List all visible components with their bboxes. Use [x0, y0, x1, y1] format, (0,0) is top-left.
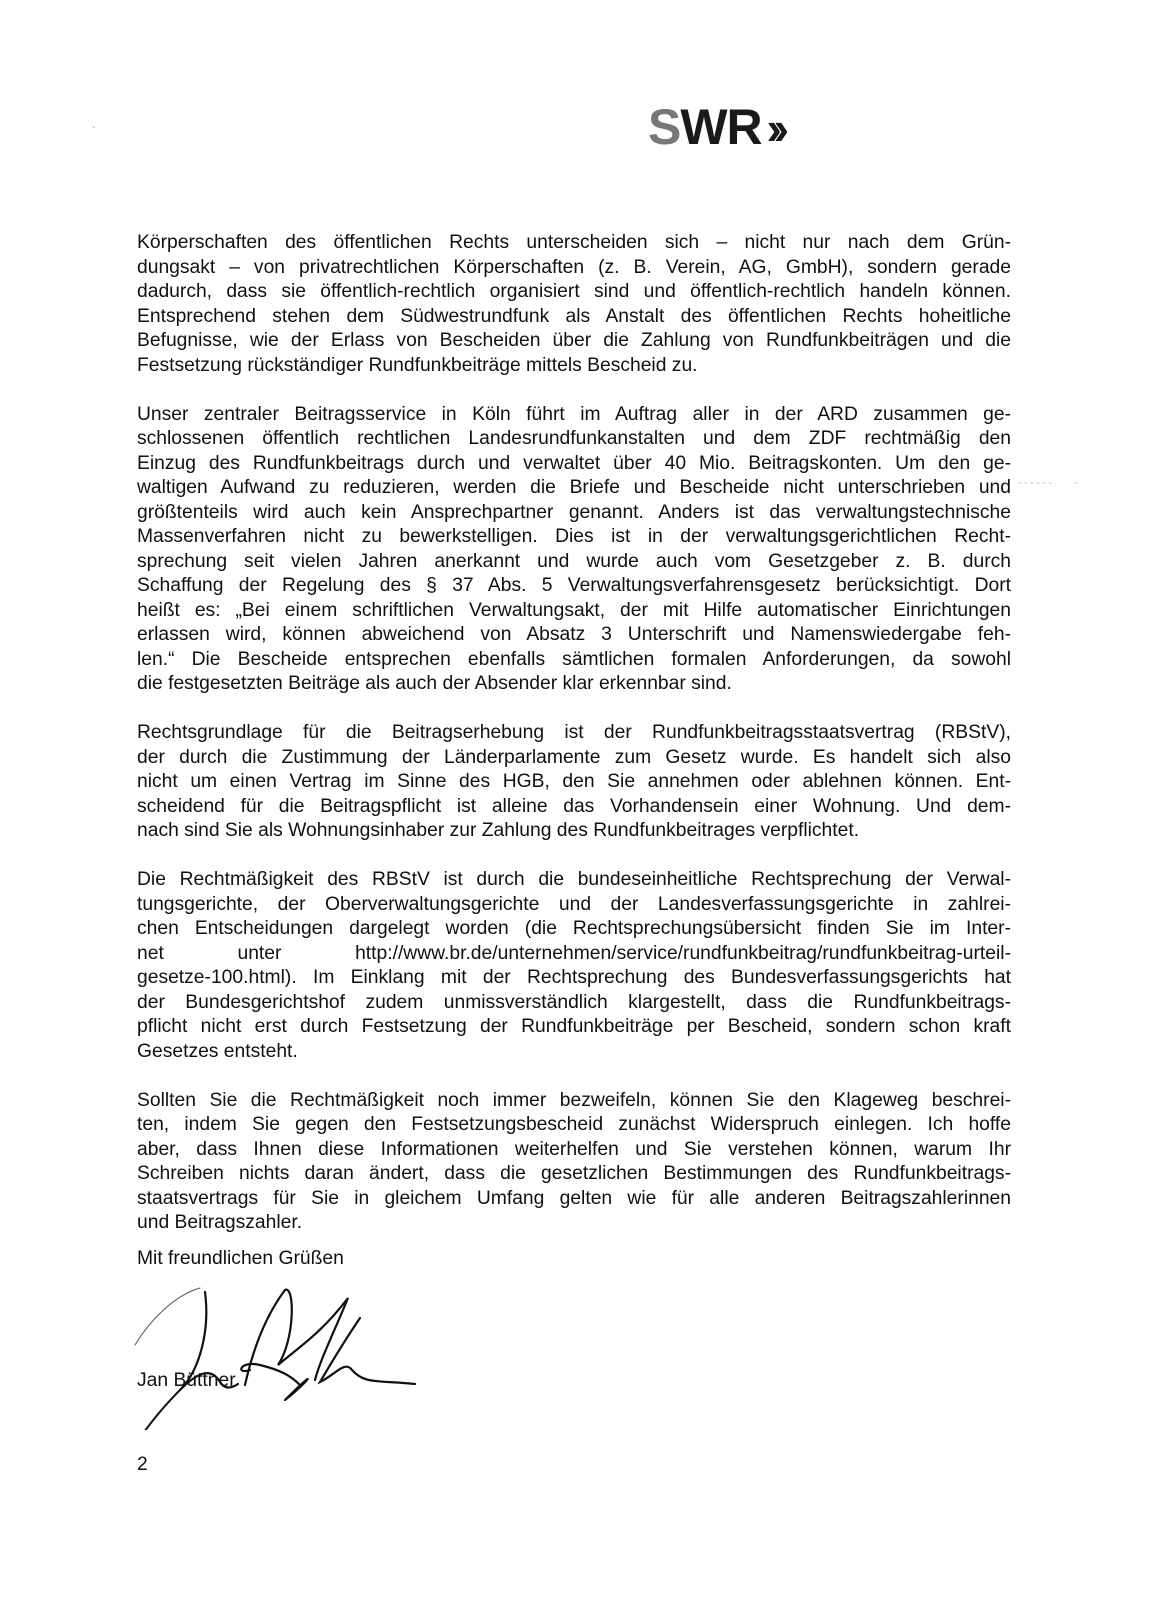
text-line: Rechtsgrundlage für die Beitragserhebung ist der Rundfunkbeitragsstaatsvertrag (RBStV), — [137, 722, 1011, 743]
scan-speck: - — [92, 122, 96, 133]
text-line: waltigen Aufwand zu reduzieren, werden die Briefe und Bescheide nicht unterschrieben und — [137, 477, 1011, 498]
text-line: staatsvertrags für Sie in gleichem Umfang gelten wie für alle anderen Beitragszahlerinnen — [137, 1187, 1011, 1209]
text-line: Sollten Sie die Rechtmäßigkeit noch immer bezweifeln, können Sie den Klageweg beschrei- — [137, 1089, 1011, 1111]
paragraph — [137, 231, 1011, 378]
text-line: der durch die Zustimmung der Länderparlamente zum Gesetz wurde. Es handelt sich also — [137, 746, 1011, 768]
closing: Mit freundlichen Grüßen — [137, 1248, 344, 1269]
text-line: schlossenen öffentlich rechtlichen Landesrundfunkanstalten und dem ZDF rechtmäßig den — [137, 428, 1011, 449]
text-line: ten, indem Sie gegen den Festsetzungsbescheid zunächst Widerspruch einlegen. Ich hoffe — [137, 1114, 1011, 1135]
paragraph — [137, 1089, 1011, 1236]
text-line: Gesetzes entsteht. — [137, 1040, 298, 1062]
handwritten-signature — [120, 1240, 420, 1430]
text-line: heißt es: „Bei einem schriftlichen Verwaltungsakt, der mit Hilfe automatischer Einrichtungen — [137, 599, 1011, 621]
text-line: erlassen wird, können abweichend von Absatz 3 Unterschrift und Namenswiedergabe feh- — [137, 624, 1011, 645]
text-line: Festsetzung rückständiger Rundfunkbeiträge mittels Bescheid zu. — [137, 354, 698, 376]
text-line: Entsprechend stehen dem Südwestrundfunk als Anstalt des öffentlichen Rechts hoheitliche — [137, 305, 1011, 327]
text-line: net unter http://www.br.de/unternehmen/service/rundfunkbeitrag/rundfunkbeitrag-urteil- — [137, 942, 1011, 964]
text-line: tungsgerichte, der Oberverwaltungsgerichte und der Landesverfassungsgerichte in zahlrei- — [137, 893, 1011, 915]
text-line: die festgesetzten Beiträge als auch der Absender klar erkennbar sind. — [137, 673, 732, 694]
text-line: chen Entscheidungen dargelegt worden (die Rechtsprechungsübersicht finden Sie im Inter- — [137, 918, 1011, 939]
text-line: sprechung seit vielen Jahren anerkannt und wurde auch vom Gesetzgeber z. B. durch — [137, 550, 1011, 572]
text-line: nach sind Sie als Wohnungsinhaber zur Zahlung des Rundfunkbeitrages verpflichtet. — [137, 820, 860, 841]
paragraph — [137, 868, 1011, 1064]
text-line: Befugnisse, wie der Erlass von Bescheiden über die Zahlung von Rundfunkbeiträgen und die — [137, 330, 1011, 351]
swr-logo: SWR ›› — [648, 99, 782, 155]
text-line: und Beitragszahler. — [137, 1212, 303, 1233]
page-number: 2 — [137, 1454, 148, 1475]
paragraph — [137, 403, 1011, 697]
signer-name: Jan Büttner — [137, 1370, 236, 1391]
text-line: dungsakt – von privatrechtlichen Körperschaften (z. B. Verein, AG, GmbH), sondern gerade — [137, 256, 1011, 278]
letter-body — [137, 231, 1011, 1260]
scan-speck: - - - - - - - — [1018, 478, 1078, 489]
chevrons-icon: ›› — [761, 102, 782, 154]
text-line: Schreiben nichts daran ändert, dass die gesetzlichen Bestimmungen des Rundfunkbeitrags- — [137, 1163, 1011, 1184]
text-line: der Bundesgerichtshof zudem unmissverständlich klargestellt, dass die Rundfunkbeitrags- — [137, 991, 1011, 1013]
text-line: Die Rechtmäßigkeit des RBStV ist durch die bundeseinheitliche Rechtsprechung der Verwal- — [137, 869, 1011, 890]
text-line: größtenteils wird auch kein Ansprechpartner genannt. Anders ist das verwaltungstechnische — [137, 501, 1011, 523]
text-line: scheidend für die Beitragspflicht ist alleine das Vorhandensein einer Wohnung. Und dem- — [137, 795, 1011, 817]
text-line: Schaffung der Regelung des § 37 Abs. 5 Verwaltungsverfahrensgesetz berücksichtigt. Dort — [137, 575, 1011, 596]
text-line: nicht um einen Vertrag im Sinne des HGB, den Sie annehmen oder ablehnen können. Ent- — [137, 771, 1011, 792]
text-line: pflicht nicht erst durch Festsetzung der Rundfunkbeiträge per Bescheid, sondern schon kraft — [137, 1016, 1011, 1037]
text-line: aber, dass Ihnen diese Informationen weiterhelfen und Sie verstehen können, warum Ihr — [137, 1138, 1011, 1160]
text-line: len.“ Die Bescheide entsprechen ebenfalls sämtlichen formalen Anforderungen, da sowohl — [137, 648, 1011, 670]
text-line: gesetze-100.html). Im Einklang mit der Rechtsprechung des Bundesverfassungsgerichts hat — [137, 967, 1011, 988]
text-line: dadurch, dass sie öffentlich-rechtlich organisiert sind und öffentlich-rechtlich handeln können. — [137, 281, 1011, 302]
text-line: Körperschaften des öffentlichen Rechts unterscheiden sich – nicht nur nach dem Grün- — [137, 232, 1011, 253]
paragraph — [137, 721, 1011, 844]
text-line: Einzug des Rundfunkbeitrags durch und verwaltet über 40 Mio. Beitragskonten. Um den ge- — [137, 452, 1011, 474]
text-line: Massenverfahren nicht zu bewerkstelligen. Dies ist in der verwaltungsgerichtlichen Recht- — [137, 526, 1011, 547]
text-line: Unser zentraler Beitragsservice in Köln führt im Auftrag aller in der ARD zusammen ge- — [137, 403, 1011, 425]
